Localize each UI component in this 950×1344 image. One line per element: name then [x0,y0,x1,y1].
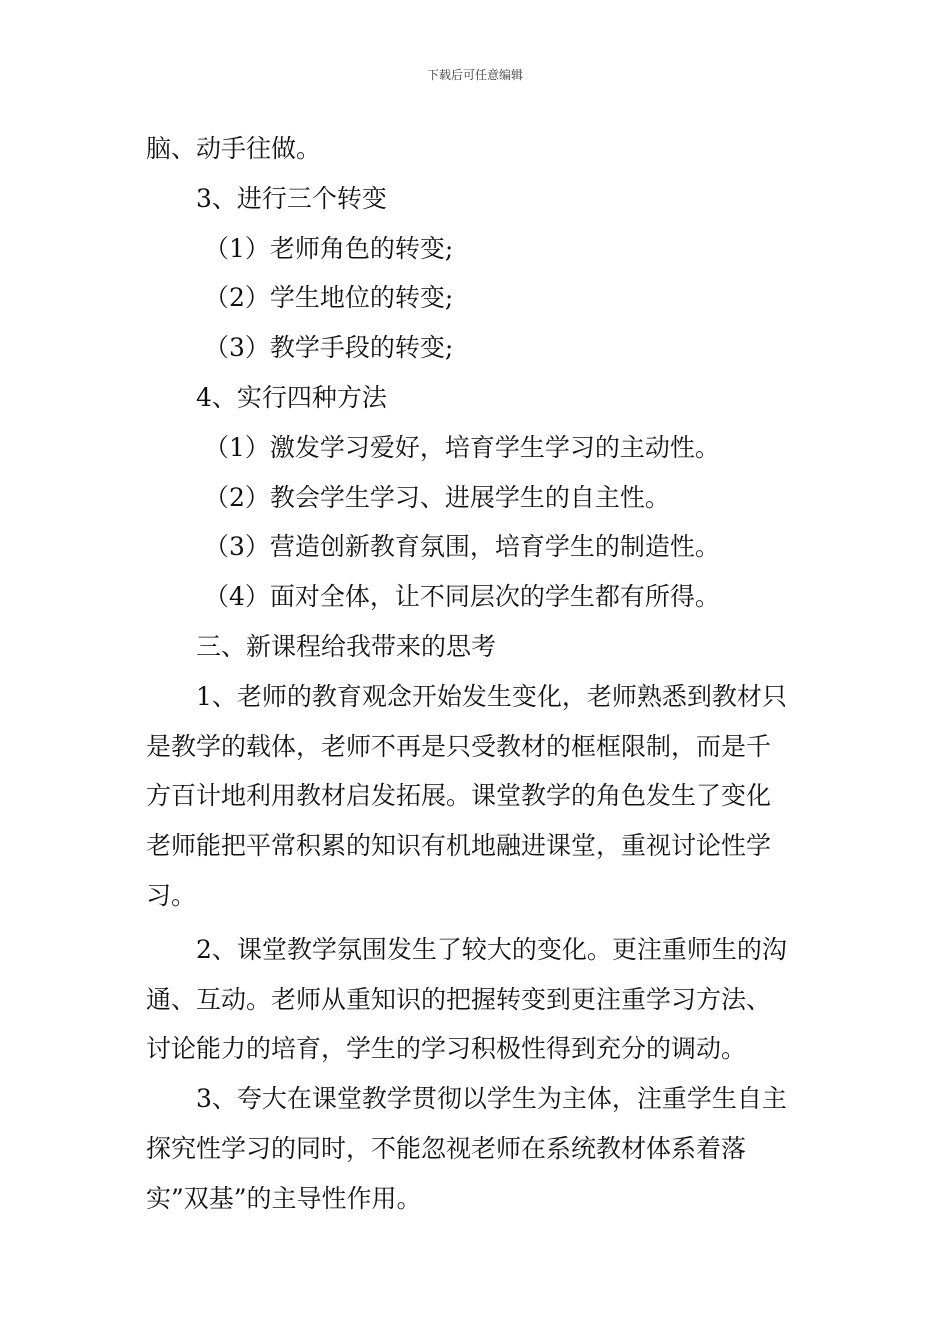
list-item: （2）教会学生学习、进展学生的自主性。 [204,482,670,512]
list-item: （1）老师角色的转变; [204,233,454,263]
paragraph-line: 通、互动。老师从重知识的把握转变到更注重学习方法、 [146,984,772,1014]
document-body [146,124,811,1224]
list-item: （3）教学手段的转变; [204,333,454,363]
paragraph-line: 探究性学习的同时，不能忽视老师在系统教材体系着落 [146,1133,747,1163]
list-item: （1）激发学习爱好，培育学生学习的主动性。 [204,432,720,462]
page-header-note: 下载后可任意编辑 [426,68,523,82]
paragraph-line: 习。 [146,880,197,910]
paragraph-line: 1、老师的教育观念开始发生变化，老师熟悉到教材只 [196,681,787,711]
paragraph-line: 讨论能力的培育，学生的学习积极性得到充分的调动。 [146,1034,747,1064]
paragraph-line: 实”双基”的主导性作用。 [146,1183,422,1213]
paragraph-line: 老师能把平常积累的知识有机地融进课堂，重视讨论性学 [146,831,772,861]
list-item: （3）营造创新教育氛围，培育学生的制造性。 [204,532,720,562]
list-item: （2）学生地位的转变; [204,283,454,313]
paragraph-line: 方百计地利用教材启发拓展。课堂教学的角色发生了变化 [146,781,772,811]
section-heading: 4、实行四种方法 [196,382,387,412]
section-heading: 三、新课程给我带来的思考 [196,631,497,661]
list-item: （4）面对全体，让不同层次的学生都有所得。 [204,582,720,612]
paragraph-line: 是教学的载体，老师不再是只受教材的框框限制，而是千 [146,731,772,761]
text-line: 脑、动手往做。 [146,134,322,163]
paragraph-line: 2、课堂教学氛围发生了较大的变化。更注重师生的沟 [196,934,787,964]
section-heading: 3、进行三个转变 [196,183,387,213]
paragraph-line: 3、夸大在课堂教学贯彻以学生为主体，注重学生自主 [196,1084,787,1114]
